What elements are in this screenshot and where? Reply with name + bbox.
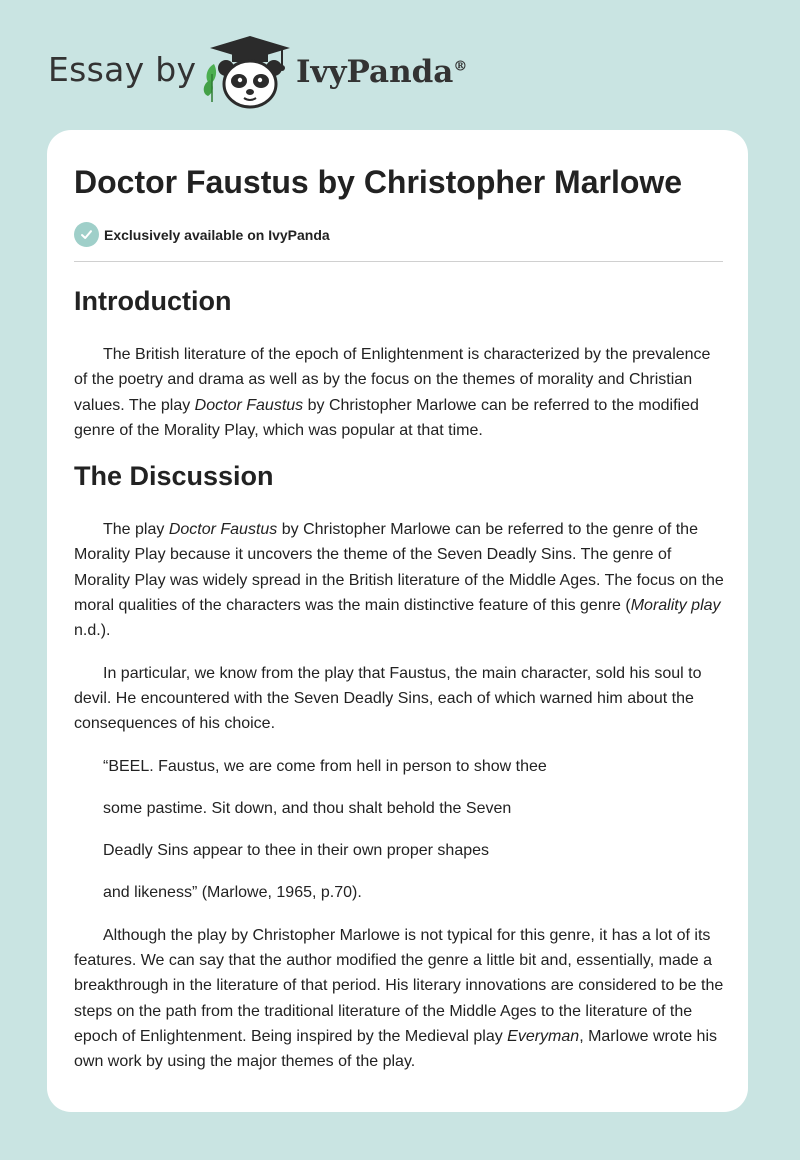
heading-discussion: The Discussion [74,461,274,492]
brand-name[interactable]: IvyPanda® [296,54,468,90]
discussion-paragraph-1: The play Doctor Faustus by Christopher Marlowe can be referred to the genre of the Morality Play because it uncovers the theme of the Seven Deadly Sins. The genre of Morality Play was widely spread in the British literature of the Middle Ages. The focus on the moral qualities of the characters was the main distinctive feature of this genre (Morality play n.d.). [74,521,724,640]
ivy-leaf-icon [204,64,216,102]
panda-head-icon [218,60,282,107]
essay-card [47,130,748,1112]
quote-line-3: Deadly Sins appear to thee in their own proper shapes [103,842,490,860]
quote-line-1: “BEEL. Faustus, we are come from hell in person to show thee [103,757,547,775]
check-icon [74,222,99,247]
availability-badge [74,222,330,247]
brand-prefix: Essay by [48,50,197,89]
badge-text: Exclusively available on IvyPanda [104,226,330,243]
divider [74,261,723,262]
intro-paragraph: The British literature of the epoch of Enlightenment is characterized by the prevalence of the poetry and drama as well as by the focus on the themes of morality and Christian values. The play Doctor Faustus by Christopher Marlowe can be referred to the modified genre of the Morality Play, which was popular at that time. [74,346,711,439]
essay-body [74,285,726,1075]
discussion-paragraph-2: In particular, we know from the play that Faustus, the main character, sold his soul to devil. He encountered with the Seven Deadly Sins, each of which warned him about the consequences of his choice. [74,664,702,733]
page-title: Doctor Faustus by Christopher Marlowe [74,164,683,200]
quote-line-4: and likeness” (Marlowe, 1965, p.70). [103,884,362,902]
discussion-paragraph-3: Although the play by Christopher Marlowe is not typical for this genre, it has a lot of its features. We can say that the author modified the genre a little bit and, essentially, made a breakthrough in the literature of that period. His literary innovations are considered to be the steps on the path from the traditional literature of the Middle Ages to the literature of the epoch of Enlightenment. Being inspired by the Medieval play Everyman, Marlowe wrote his own work by using the major themes of the play. [74,926,724,1071]
heading-introduction: Introduction [74,286,232,316]
panda-logo-icon[interactable] [198,34,294,110]
site-header [0,0,800,130]
quote-line-2: some pastime. Sit down, and thou shalt behold the Seven [103,799,512,817]
